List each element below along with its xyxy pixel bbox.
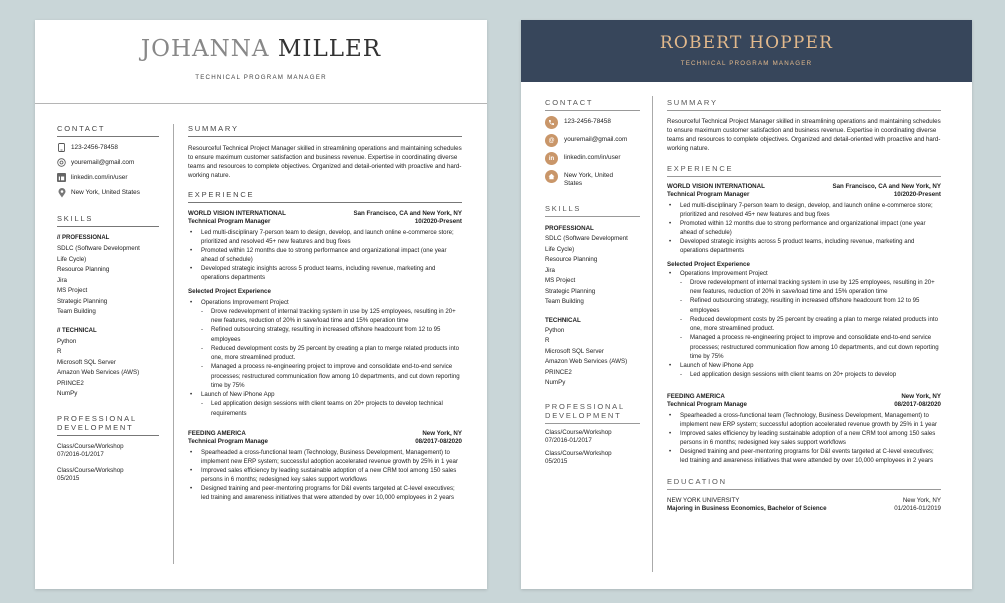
job-title: Technical Program Manager (667, 191, 750, 198)
project-list (667, 269, 941, 380)
phone-row: 123-2456-78458 (57, 143, 159, 152)
column-divider (652, 96, 653, 572)
skills-heading: SKILLS (57, 214, 159, 227)
list-item: - Refined outsourcing strategy, resulting in increased offshore headcount from 12 to 95 employees (201, 325, 462, 344)
email-row: @ youremail@gmail.com (545, 134, 640, 147)
skill-item: SDLC (Software Development (57, 245, 140, 252)
skill-item: Life Cycle) (545, 245, 575, 253)
skill-item: PRINCE2 (545, 368, 572, 376)
projects-label: Selected Project Experience (667, 260, 750, 268)
location-row: New York, United States (545, 170, 640, 188)
course-item: Class/Course/Workshop 07/2016-01/2017 (545, 428, 612, 444)
skill-group-professional: PROFESSIONAL (545, 225, 594, 232)
list-item: • Developed strategic insights across 5 product teams, including revenue, marketing and operations departments (188, 264, 462, 282)
course-item: Class/Course/Workshop 05/2015 (545, 449, 612, 465)
job-world-vision (188, 210, 462, 418)
skill-group-technical: TECHNICAL (545, 316, 581, 324)
professional-development-heading: PROFESSIONAL DEVELOPMENT (57, 414, 159, 436)
job-bullets (188, 448, 462, 503)
skill-group-professional: // PROFESSIONAL (57, 235, 110, 241)
skill-item: NumPy (57, 390, 78, 397)
degree: Majoring in Business Economics, Bachelor of Science (667, 505, 827, 513)
projects-label: Selected Project Experience (188, 287, 271, 295)
list-item: - Led application design sessions with client teams on 20+ projects to develop technical requirements (201, 399, 462, 418)
job-dates: 10/2020-Present (414, 218, 462, 225)
list-item: - Drove redevelopment of internal tracking system in use by 125 employees, resulting in 20+ new features, reduction of 20% in save/load time and 15% operation time (680, 278, 941, 297)
summary-heading: SUMMARY (188, 124, 462, 137)
skill-item: Amazon Web Services (AWS) (545, 358, 628, 365)
resume-robert-hopper (521, 20, 972, 589)
professional-skills (545, 234, 640, 308)
skill-item: SDLC (Software Development (545, 235, 628, 242)
skill-item: Amazon Web Services (AWS) (57, 369, 140, 376)
location-row: New York, United States (57, 188, 159, 197)
list-item: - Managed a process re-engineering project to improve and consolidate end-to-end service processes; restructured communication flow among 10 departments, and cut down reporting time by 75% (201, 362, 462, 390)
skill-item: Life Cycle) (57, 255, 87, 263)
main-column (667, 98, 941, 512)
skill-item: Jira (57, 276, 67, 284)
skill-item: Jira (545, 266, 555, 274)
candidate-role: TECHNICAL PROGRAM MANAGER (195, 74, 327, 81)
job-world-vision (667, 183, 941, 380)
phone-icon (545, 116, 558, 129)
course-item: Class/Course/Workshop 07/2016-01/2017 (57, 442, 124, 458)
at-icon: @ (545, 134, 558, 147)
column-divider (173, 124, 174, 564)
contact-heading: CONTACT (57, 124, 159, 137)
job-dates: 10/2020-Present (893, 191, 941, 198)
job-bullets (188, 228, 462, 283)
experience-heading: EXPERIENCE (188, 190, 462, 203)
company-name: FEEDING AMERICA (188, 430, 246, 438)
skill-item: MS Project (57, 287, 88, 294)
list-item: • Improved sales efficiency by leading sustainable adoption of a new CRM tool among 150 sales persons in 6 months; redesigned key sales support workflows (667, 429, 941, 447)
course-item: Class/Course/Workshop 05/2015 (57, 466, 124, 482)
company-name: FEEDING AMERICA (667, 392, 725, 400)
skill-item: R (57, 348, 62, 355)
list-item: - Refined outsourcing strategy, resulting in increased offshore headcount from 12 to 95 employees (680, 296, 941, 315)
skill-item: R (545, 337, 550, 344)
list-item: • Designed training and peer-mentoring programs for D&I events targeted at C-level executives; led training and awareness initiatives that were attended by over 10,000 employees in 2 years (667, 447, 941, 465)
contact-heading: CONTACT (545, 98, 640, 111)
job-location: New York, NY (901, 392, 941, 400)
project-name: Launch of New iPhone App (201, 391, 275, 399)
skill-item: Microsoft SQL Server (545, 347, 604, 355)
list-item: - Reduced development costs by 25 percent by creating a plan to merge related products into one, more streamlined product. (680, 315, 941, 334)
list-item (188, 298, 462, 391)
degree-dates: 01/2016-01/2019 (894, 505, 941, 513)
list-item: • Promoted within 12 months due to strong performance and organizational impact (one year ahead of schedule) (188, 246, 462, 264)
project-name: Launch of New iPhone App (680, 362, 754, 370)
skill-item: Team Building (57, 308, 96, 315)
technical-skills (57, 337, 159, 400)
home-icon (545, 170, 558, 183)
job-location: New York, NY (422, 430, 462, 438)
summary-text: Resourceful Technical Project Manager skilled in streamlining operations and maintaining schedules to ensure maximum customer satisfaction and business revenue. Expertise in coordinating diverse teams and resources to complete objectives. Organized and detail-oriented with proactive and hard-working nature. (667, 118, 941, 152)
list-item: • Led multi-disciplinary 7-person team to design, develop, and launch online e-commerce store; prioritized and resolved 45+ new features and bug fixes (667, 201, 941, 219)
professional-development-heading: PROFESSIONAL DEVELOPMENT (545, 402, 640, 424)
job-title: Technical Program Manage (667, 400, 748, 408)
list-item: - Reduced development costs by 25 percent by creating a plan to merge related products into one, more streamlined product. (201, 344, 462, 363)
experience-heading: EXPERIENCE (667, 164, 941, 177)
at-icon (57, 158, 66, 167)
skill-item: Python (57, 337, 77, 345)
candidate-name: ROBERT HOPPER (659, 33, 834, 53)
school-name: NEW YORK UNIVERSITY (667, 497, 740, 505)
sidebar (57, 124, 159, 484)
company-name: WORLD VISION INTERNATIONAL (188, 210, 286, 217)
list-item (667, 269, 941, 362)
job-feeding-america (188, 430, 462, 503)
skills-heading: SKILLS (545, 204, 640, 217)
professional-skills (57, 244, 159, 318)
education-heading: EDUCATION (667, 477, 941, 490)
job-location: San Francisco, CA and New York, NY (353, 210, 462, 217)
education-entry (667, 497, 941, 504)
linkedin-icon (57, 173, 66, 182)
candidate-name: JOHANNA MILLER (140, 36, 382, 62)
phone-icon (57, 143, 66, 152)
linkedin-row: in linkedin.com/in/user (545, 152, 640, 165)
list-item: • Developed strategic insights across 5 product teams, including revenue, marketing and operations departments (667, 237, 941, 255)
list-item: • Spearheaded a cross-functional team (Technology, Business Development, Management) to implement new ERP system; successful adoption accelerated revenue growth by 25% in 1 year (188, 448, 462, 466)
email-row: youremail@gmail.com (57, 158, 159, 167)
job-bullets (667, 201, 941, 256)
main-column (188, 124, 462, 503)
project-list (188, 298, 462, 418)
job-dates: 08/2017-08/2020 (894, 400, 941, 408)
skill-item: PRINCE2 (57, 379, 84, 387)
list-item: - Drove redevelopment of internal tracking system in use by 125 employees, resulting in 20+ new features, reduction of 20% in save/load time and 15% operation time (201, 307, 462, 326)
project-name: Operations Improvement Project (201, 298, 289, 306)
list-item (188, 390, 462, 418)
linkedin-row: linkedin.com/in/user (57, 173, 159, 182)
list-item: • Designed training and peer-mentoring programs for D&I events targeted at C-level executives; led training and awareness initiatives that were attended by over 10,000 employees in 2 years (188, 484, 462, 502)
map-pin-icon (57, 188, 66, 197)
list-item (667, 361, 941, 379)
list-item: - Managed a process re-engineering project to improve and consolidate end-to-end service processes; restructured communication flow among 10 departments, and cut down reporting time by 75% (680, 333, 941, 361)
skill-item: MS Project (545, 277, 576, 284)
summary-text: Resourceful Technical Project Manager skilled in streamlining operations and maintaining schedules to ensure maximum customer satisfaction and business revenue. Expertise in coordinating diverse teams and resources to complete objectives. Organized and detail-oriented with proactive and hard-working nature. (188, 145, 462, 179)
job-bullets (667, 411, 941, 466)
summary-heading: SUMMARY (667, 98, 941, 111)
list-item: • Improved sales efficiency by leading sustainable adoption of a new CRM tool among 150 sales persons in 6 months; redesigned key sales support workflows (188, 466, 462, 484)
skill-group-technical: // TECHNICAL (57, 327, 97, 334)
technical-skills (545, 326, 640, 389)
project-name: Operations Improvement Project (680, 269, 768, 277)
skill-item: Strategic Planning (545, 287, 596, 295)
candidate-role: TECHNICAL PROGRAM MANAGER (680, 60, 813, 67)
list-item: - Led application design sessions with client teams on 20+ projects to develop (680, 370, 941, 379)
phone-row: 123-2456-78458 (545, 116, 640, 129)
job-location: San Francisco, CA and New York, NY (832, 183, 941, 190)
resume-johanna-miller (35, 20, 487, 589)
skill-item: Strategic Planning (57, 297, 108, 305)
job-dates: 08/2017-08/2020 (415, 438, 462, 446)
skill-item: Resource Planning (57, 266, 110, 273)
job-title: Technical Program Manager (188, 218, 271, 225)
skill-item: Resource Planning (545, 256, 598, 263)
skill-item: Microsoft SQL Server (57, 358, 116, 366)
school-location: New York, NY (902, 497, 941, 505)
resume-header (521, 20, 972, 82)
list-item: • Spearheaded a cross-functional team (Technology, Business Development, Management) to implement new ERP system; successful adoption accelerated revenue growth by 25% in 1 year (667, 411, 941, 429)
skill-item: NumPy (545, 379, 566, 386)
sidebar (545, 98, 640, 467)
company-name: WORLD VISION INTERNATIONAL (667, 183, 765, 190)
skill-item: Team Building (545, 298, 584, 305)
list-item: • Led multi-disciplinary 7-person team to design, develop, and launch online e-commerce store; prioritized and resolved 45+ new features and bug fixes (188, 228, 462, 246)
job-feeding-america (667, 393, 941, 466)
job-title: Technical Program Manage (188, 438, 269, 446)
list-item: • Promoted within 12 months due to strong performance and organizational impact (one year ahead of schedule) (667, 219, 941, 237)
resume-header (35, 20, 487, 104)
skill-item: Python (545, 326, 565, 334)
linkedin-icon: in (545, 152, 558, 165)
